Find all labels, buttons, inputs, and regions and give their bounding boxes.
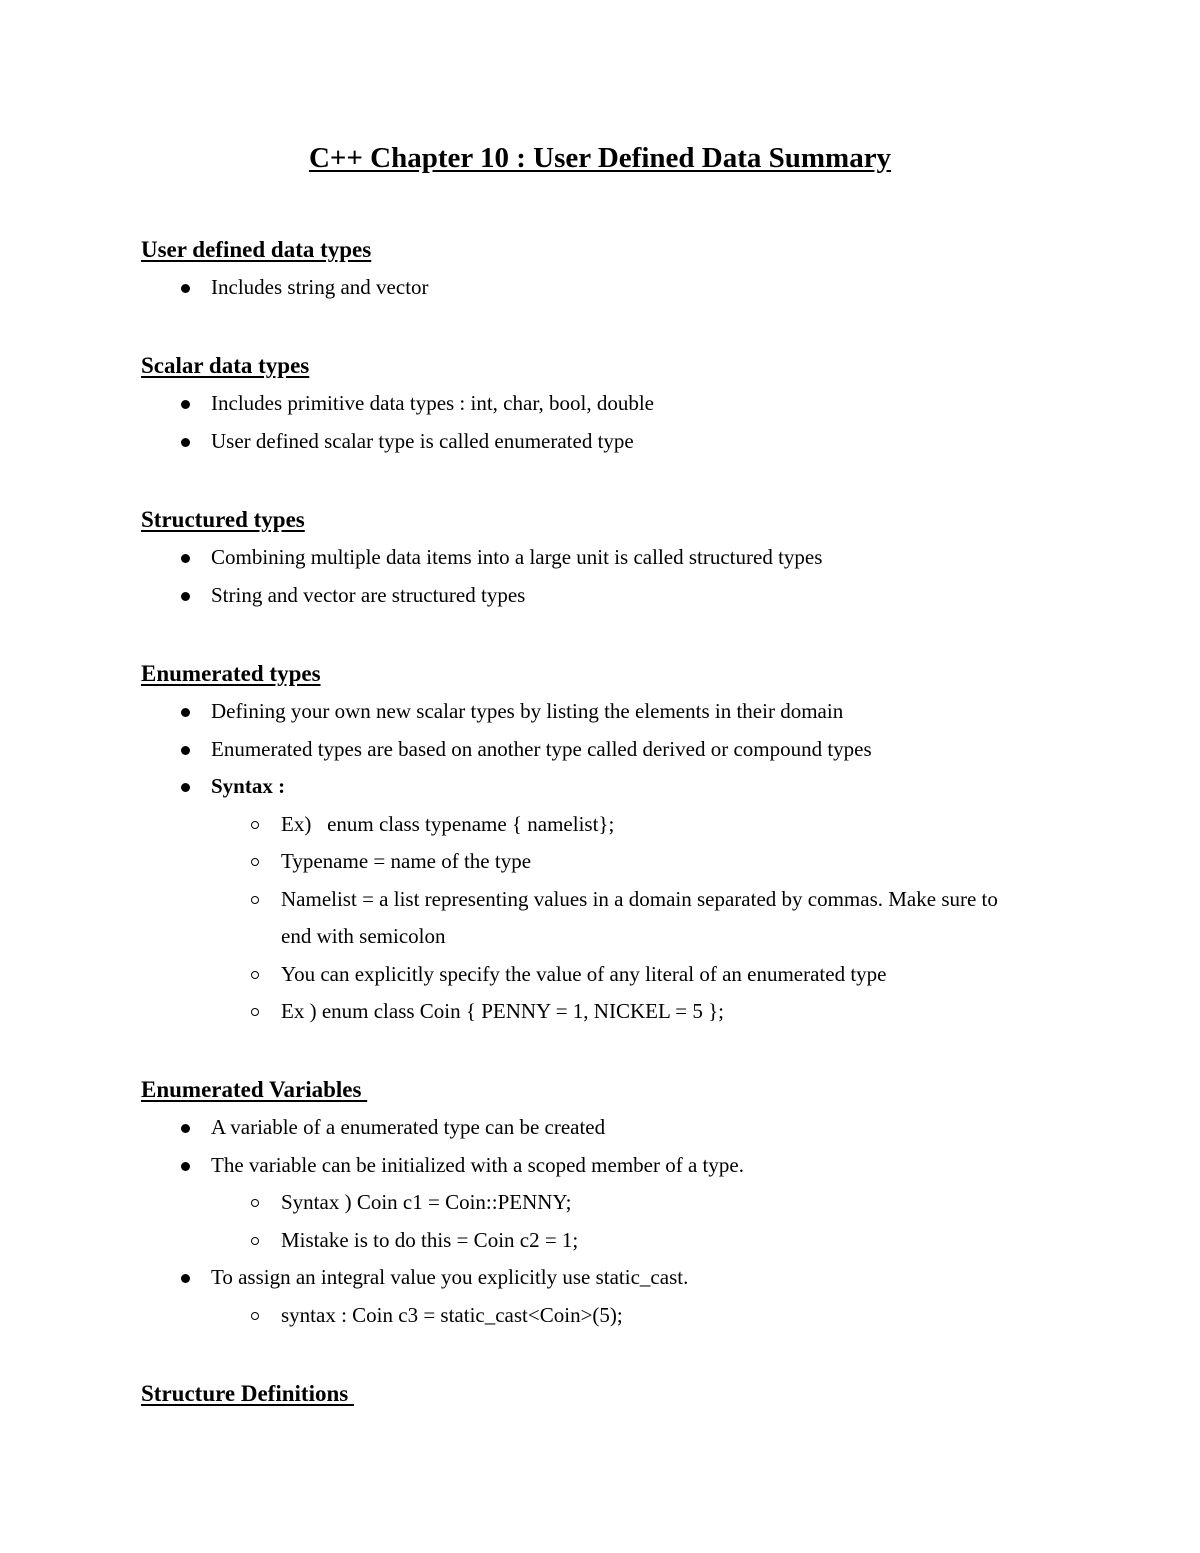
bullet-icon: [181, 400, 190, 409]
section-enumerated-types: [141, 659, 1101, 1031]
bullet-icon: [181, 592, 190, 601]
section-structured-types: [141, 505, 1101, 614]
sub-list-item: Ex) enum class typename { namelist};: [211, 806, 1016, 844]
circle-bullet-icon: [251, 971, 259, 979]
circle-bullet-icon: [251, 1199, 259, 1207]
bullet-list: [141, 1109, 1101, 1334]
bullet-icon: [181, 1274, 190, 1283]
list-item: String and vector are structured types: [141, 577, 1101, 615]
section-heading: Scalar data types: [141, 353, 310, 378]
sub-list-item: Typename = name of the type: [211, 843, 1016, 881]
list-item: Includes string and vector: [141, 269, 1101, 307]
bullet-list: [141, 693, 1101, 1031]
section-heading: Enumerated types: [141, 661, 321, 686]
section-scalar-data-types: [141, 351, 1101, 460]
bullet-list: [141, 269, 1101, 307]
list-item-syntax: Syntax : Ex) enum class typename { namelist}; Typename = name of the type Namelist = a list representing values in a domain separated by commas. Make sure to end with semicolon You can explicitly specify the value of any literal of an enumerated type Ex ) enum class Coin { PENNY = 1, NICKEL = 5 };: [141, 768, 1101, 1031]
sub-list-item: Ex ) enum class Coin { PENNY = 1, NICKEL = 5 };: [211, 993, 1016, 1031]
bullet-icon: [181, 708, 190, 717]
circle-bullet-icon: [251, 1237, 259, 1245]
sub-bullet-list: [211, 1184, 1101, 1259]
list-item: Combining multiple data items into a large unit is called structured types: [141, 539, 1101, 577]
bullet-list: [141, 385, 1101, 460]
sub-bullet-list: [211, 1297, 1101, 1335]
document-title: C++ Chapter 10 : User Defined Data Summary: [308, 142, 892, 174]
section-enumerated-variables: [141, 1075, 1101, 1334]
sub-list-item: You can explicitly specify the value of any literal of an enumerated type: [211, 956, 1016, 994]
list-item: The variable can be initialized with a scoped member of a type. Syntax ) Coin c1 = Coin::PENNY; Mistake is to do this = Coin c2 = 1;: [141, 1147, 1101, 1260]
list-item: A variable of a enumerated type can be created: [141, 1109, 1101, 1147]
circle-bullet-icon: [251, 1312, 259, 1320]
section-heading: User defined data types: [141, 237, 372, 262]
section-structure-definitions: [141, 1379, 1101, 1413]
bullet-icon: [181, 554, 190, 563]
circle-bullet-icon: [251, 821, 259, 829]
section-user-defined-data-types: [141, 235, 1101, 307]
bullet-list: [141, 539, 1101, 614]
bullet-icon: [181, 746, 190, 755]
list-item: Defining your own new scalar types by listing the elements in their domain: [141, 693, 1101, 731]
bullet-icon: [181, 284, 190, 293]
section-heading: Structured types: [141, 507, 305, 532]
bullet-icon: [181, 438, 190, 447]
circle-bullet-icon: [251, 858, 259, 866]
section-heading: Enumerated Variables: [141, 1077, 368, 1102]
sub-bullet-list: [211, 806, 1101, 1031]
circle-bullet-icon: [251, 1008, 259, 1016]
sub-list-item: Syntax ) Coin c1 = Coin::PENNY;: [211, 1184, 1016, 1222]
sub-list-item: syntax : Coin c3 = static_cast<Coin>(5);: [211, 1297, 1016, 1335]
list-item: User defined scalar type is called enumerated type: [141, 423, 1101, 461]
list-item: Enumerated types are based on another type called derived or compound types: [141, 731, 1101, 769]
bullet-icon: [181, 783, 190, 792]
bullet-icon: [181, 1162, 190, 1171]
sub-list-item: Namelist = a list representing values in a domain separated by commas. Make sure to end with semicolon: [211, 881, 1016, 956]
list-item: Includes primitive data types : int, char, bool, double: [141, 385, 1101, 423]
section-heading: Structure Definitions: [141, 1381, 354, 1406]
circle-bullet-icon: [251, 896, 259, 904]
sub-list-item: Mistake is to do this = Coin c2 = 1;: [211, 1222, 1016, 1260]
bullet-icon: [181, 1124, 190, 1133]
list-item: To assign an integral value you explicitly use static_cast. syntax : Coin c3 = static_cast<Coin>(5);: [141, 1259, 1101, 1334]
